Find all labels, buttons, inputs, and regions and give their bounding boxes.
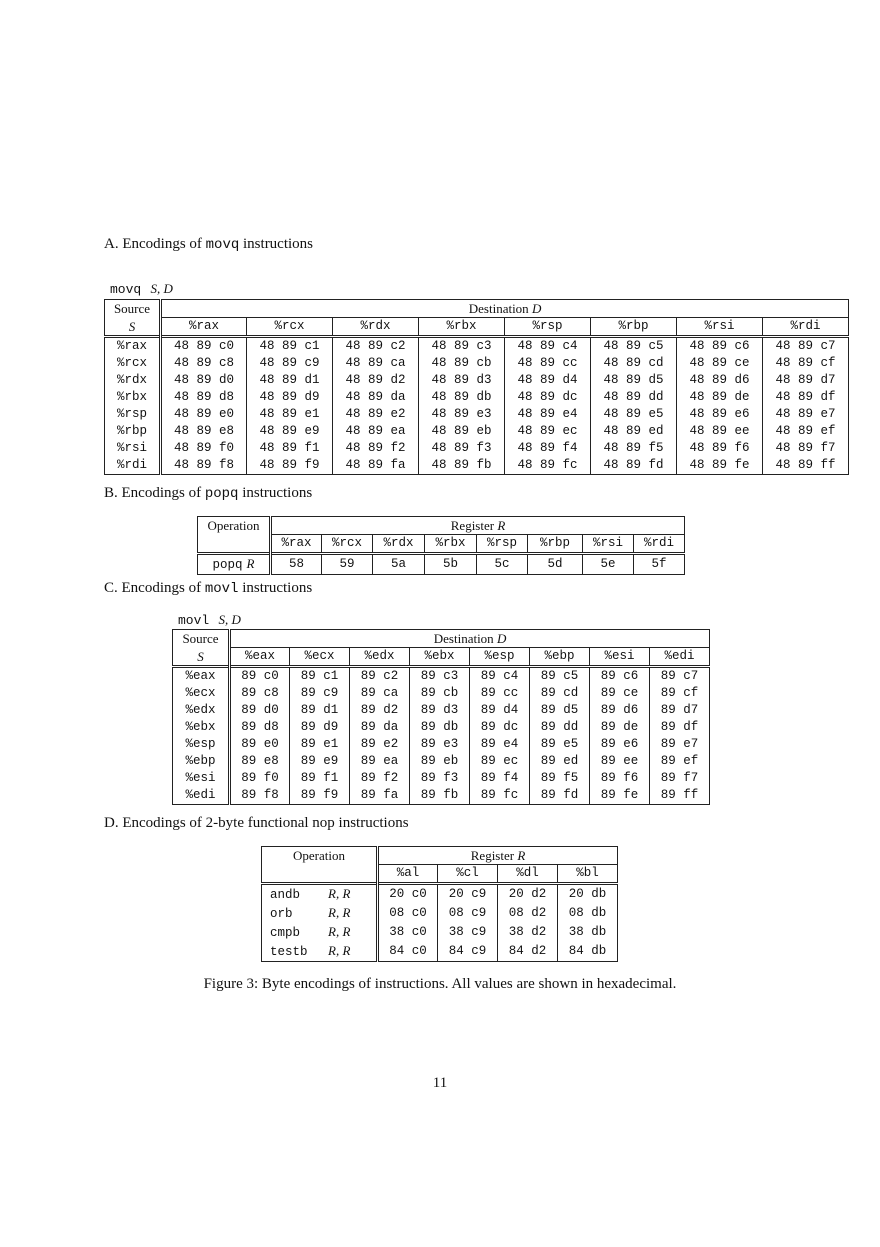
encoding-cell: 89 e0 [230, 736, 290, 753]
encoding-cell: 48 89 d3 [419, 372, 505, 389]
encoding-cell: 89 f5 [530, 770, 590, 787]
encoding-cell: 48 89 c0 [161, 337, 247, 356]
source-register: %rdx [116, 373, 147, 387]
encoding-cell: 48 89 f4 [505, 440, 591, 457]
encoding-cell: 08 db [558, 904, 618, 923]
nop-opcode: orb [270, 907, 293, 921]
section-a-heading-text: A. Encodings of [104, 236, 206, 252]
section-a-heading-code: movq [205, 237, 240, 253]
encoding-cell: 38 c0 [378, 923, 438, 942]
encoding-cell: 89 f7 [650, 770, 710, 787]
source-register: %edx [185, 703, 216, 717]
encoding-cell: 48 89 fd [591, 457, 677, 475]
encoding-cell: 48 89 e9 [247, 423, 333, 440]
sectionA-col-header: %rsi [677, 318, 763, 337]
sectionA-col-header: %rcx [247, 318, 333, 337]
source-var: S [128, 318, 136, 334]
encoding-cell: 89 c3 [410, 667, 470, 686]
encoding-cell: 89 c5 [530, 667, 590, 686]
encoding-cell: 48 89 ea [333, 423, 419, 440]
encoding-cell: 89 cb [410, 685, 470, 702]
encoding-cell: 20 db [558, 884, 618, 905]
sectionB-col-header: %rdx [373, 535, 425, 554]
table-row [262, 942, 618, 962]
sectionD-col-header: %cl [438, 865, 498, 884]
encoding-cell: 89 cc [470, 685, 530, 702]
encoding-cell: 48 89 fc [505, 457, 591, 475]
encoding-cell: 89 eb [410, 753, 470, 770]
table-row [173, 719, 710, 736]
encoding-cell: 5b [425, 554, 477, 575]
operation-header: Operation [293, 848, 345, 864]
encoding-cell: 89 f2 [350, 770, 410, 787]
encoding-cell: 48 89 df [763, 389, 849, 406]
encoding-cell: 08 c0 [378, 904, 438, 923]
sectionC-col-header: %ecx [290, 648, 350, 667]
source-register: %rdi [116, 458, 147, 472]
sectionB-col-header: %rcx [322, 535, 373, 554]
encoding-cell: 48 89 d1 [247, 372, 333, 389]
source-register: %rbx [116, 390, 147, 404]
encoding-cell: 84 d2 [498, 942, 558, 962]
encoding-cell: 48 89 e3 [419, 406, 505, 423]
encoding-cell: 89 c9 [290, 685, 350, 702]
encoding-cell: 89 d9 [290, 719, 350, 736]
encoding-cell: 48 89 d5 [591, 372, 677, 389]
register-header [271, 517, 685, 535]
encoding-cell: 48 89 cc [505, 355, 591, 372]
encoding-cell: 89 c8 [230, 685, 290, 702]
movq-encoding-table [104, 299, 849, 475]
register-var: R [517, 848, 526, 863]
encoding-cell: 89 ef [650, 753, 710, 770]
encoding-cell: 89 d6 [590, 702, 650, 719]
section-b-heading [104, 485, 312, 502]
encoding-cell: 48 89 ef [763, 423, 849, 440]
encoding-cell: 48 89 ee [677, 423, 763, 440]
encoding-cell: 89 fd [530, 787, 590, 805]
nop-operands: R, R [328, 886, 351, 901]
encoding-cell: 5a [373, 554, 425, 575]
encoding-cell: 48 89 d7 [763, 372, 849, 389]
sectionC-col-header: %edi [650, 648, 710, 667]
table-row [173, 667, 710, 686]
section-c-heading [104, 580, 312, 597]
encoding-cell: 48 89 c1 [247, 337, 333, 356]
encoding-cell: 89 f3 [410, 770, 470, 787]
table-row [173, 702, 710, 719]
table-row [173, 753, 710, 770]
table-row [262, 923, 618, 942]
encoding-cell: 89 cf [650, 685, 710, 702]
sectionA-col-header: %rdi [763, 318, 849, 337]
nop-opcode: testb [270, 945, 308, 959]
table-row [173, 787, 710, 805]
encoding-cell: 89 d8 [230, 719, 290, 736]
encoding-cell: 89 ec [470, 753, 530, 770]
sectionD-col-header: %al [378, 865, 438, 884]
operation-cell [262, 923, 378, 942]
encoding-cell: 89 e7 [650, 736, 710, 753]
table-row [105, 423, 849, 440]
source-register: %ebx [185, 720, 216, 734]
encoding-cell: 48 89 c2 [333, 337, 419, 356]
encoding-cell: 89 e3 [410, 736, 470, 753]
source-register: %edi [185, 788, 216, 802]
table-row [173, 736, 710, 753]
table-row [262, 884, 618, 905]
destination-header [230, 630, 710, 648]
encoding-cell: 89 f1 [290, 770, 350, 787]
encoding-cell: 48 89 ed [591, 423, 677, 440]
encoding-cell: 48 89 e5 [591, 406, 677, 423]
popq-var: R [246, 556, 255, 571]
encoding-cell: 89 d5 [530, 702, 590, 719]
movq-opcode: movq [110, 282, 142, 297]
source-register: %ecx [185, 686, 216, 700]
encoding-cell: 89 f0 [230, 770, 290, 787]
encoding-cell: 89 f4 [470, 770, 530, 787]
source-register: %rbp [116, 424, 147, 438]
encoding-cell: 89 c1 [290, 667, 350, 686]
encoding-cell: 89 c7 [650, 667, 710, 686]
encoding-cell: 84 c9 [438, 942, 498, 962]
encoding-cell: 38 d2 [498, 923, 558, 942]
encoding-cell: 48 89 f8 [161, 457, 247, 475]
encoding-cell: 48 89 f3 [419, 440, 505, 457]
nop-operands: R, R [328, 924, 351, 939]
nop-opcode: cmpb [270, 926, 301, 940]
table-row [105, 389, 849, 406]
encoding-cell: 48 89 cf [763, 355, 849, 372]
encoding-cell: 89 c0 [230, 667, 290, 686]
source-header: Source [182, 631, 219, 647]
encoding-cell: 5c [477, 554, 528, 575]
sectionA-col-header: %rax [161, 318, 247, 337]
encoding-cell: 84 c0 [378, 942, 438, 962]
nop-opcode: andb [270, 888, 301, 902]
encoding-cell: 58 [271, 554, 322, 575]
encoding-cell: 48 89 cb [419, 355, 505, 372]
operation-cell [262, 884, 378, 905]
encoding-cell: 89 ff [650, 787, 710, 805]
encoding-cell: 89 e2 [350, 736, 410, 753]
encoding-cell: 48 89 fa [333, 457, 419, 475]
sectionB-col-header: %rax [271, 535, 322, 554]
source-register: %rcx [116, 356, 147, 370]
movq-operands: S, D [150, 281, 173, 296]
sectionD-col-header: %bl [558, 865, 618, 884]
sectionB-col-header: %rdi [634, 535, 685, 554]
encoding-cell: 89 dc [470, 719, 530, 736]
section-b-heading-text: B. Encodings of [104, 485, 205, 501]
encoding-cell: 48 89 e7 [763, 406, 849, 423]
source-register: %rsp [116, 407, 147, 421]
encoding-cell: 48 89 cd [591, 355, 677, 372]
table-row [105, 372, 849, 389]
encoding-cell: 84 db [558, 942, 618, 962]
sectionC-col-header: %edx [350, 648, 410, 667]
encoding-cell: 48 89 de [677, 389, 763, 406]
encoding-cell: 48 89 e4 [505, 406, 591, 423]
encoding-cell: 38 db [558, 923, 618, 942]
encoding-cell: 48 89 d2 [333, 372, 419, 389]
encoding-cell: 38 c9 [438, 923, 498, 942]
table-row [105, 355, 849, 372]
encoding-cell: 48 89 eb [419, 423, 505, 440]
encoding-cell: 48 89 e6 [677, 406, 763, 423]
encoding-cell: 89 ea [350, 753, 410, 770]
destination-header [161, 300, 849, 318]
destination-label: Destination [468, 301, 529, 316]
nop-operands: R, R [328, 943, 351, 958]
source-register: %rsi [116, 441, 147, 455]
section-a-heading [104, 236, 313, 253]
destination-var: D [496, 631, 507, 646]
sectionB-col-header: %rbp [528, 535, 583, 554]
encoding-cell: 48 89 dd [591, 389, 677, 406]
table-row [105, 406, 849, 423]
encoding-cell: 48 89 e0 [161, 406, 247, 423]
section-c-heading-text: C. Encodings of [104, 580, 205, 596]
encoding-cell: 89 db [410, 719, 470, 736]
encoding-cell: 48 89 f6 [677, 440, 763, 457]
source-register: %esp [185, 737, 216, 751]
encoding-cell: 89 d0 [230, 702, 290, 719]
encoding-cell: 48 89 d6 [677, 372, 763, 389]
encoding-cell: 89 de [590, 719, 650, 736]
operation-header-spacer [262, 865, 378, 884]
section-c-heading-suffix: instructions [238, 580, 313, 596]
encoding-cell: 20 c9 [438, 884, 498, 905]
nop-encoding-table [261, 846, 618, 962]
register-var: R [497, 518, 506, 533]
encoding-cell: 48 89 f2 [333, 440, 419, 457]
operation-cell [262, 942, 378, 962]
popq-op-cell [198, 554, 271, 575]
sectionA-col-header: %rdx [333, 318, 419, 337]
movl-instruction-form [178, 612, 241, 628]
encoding-cell: 48 89 c9 [247, 355, 333, 372]
encoding-cell: 48 89 fe [677, 457, 763, 475]
encoding-cell: 89 da [350, 719, 410, 736]
register-label: Register [450, 518, 495, 533]
encoding-cell: 89 dd [530, 719, 590, 736]
encoding-cell: 89 c2 [350, 667, 410, 686]
sectionC-col-header: %ebp [530, 648, 590, 667]
encoding-cell: 20 c0 [378, 884, 438, 905]
sectionC-col-header: %esi [590, 648, 650, 667]
encoding-cell: 48 89 e1 [247, 406, 333, 423]
encoding-cell: 48 89 e8 [161, 423, 247, 440]
encoding-cell: 48 89 db [419, 389, 505, 406]
encoding-cell: 89 ed [530, 753, 590, 770]
encoding-cell: 48 89 ec [505, 423, 591, 440]
encoding-cell: 89 fc [470, 787, 530, 805]
encoding-cell: 48 89 ca [333, 355, 419, 372]
encoding-cell: 08 c9 [438, 904, 498, 923]
destination-label: Destination [433, 631, 494, 646]
source-register: %esi [185, 771, 216, 785]
sectionC-col-header: %esp [470, 648, 530, 667]
table-row [173, 685, 710, 702]
sectionC-col-header: %eax [230, 648, 290, 667]
encoding-cell: 48 89 ce [677, 355, 763, 372]
encoding-cell: 89 d1 [290, 702, 350, 719]
encoding-cell: 48 89 f7 [763, 440, 849, 457]
operation-cell [262, 904, 378, 923]
page-number: 11 [432, 1075, 448, 1091]
table-row [105, 337, 849, 356]
encoding-cell: 89 ce [590, 685, 650, 702]
encoding-cell: 89 e9 [290, 753, 350, 770]
sectionB-col-header: %rsp [477, 535, 528, 554]
encoding-cell: 5e [583, 554, 634, 575]
encoding-cell: 48 89 c5 [591, 337, 677, 356]
destination-var: D [531, 301, 542, 316]
popq-op: popq [212, 558, 243, 572]
encoding-cell: 48 89 f9 [247, 457, 333, 475]
encoding-cell: 89 fa [350, 787, 410, 805]
movl-operands: S, D [218, 612, 241, 627]
sectionA-col-header: %rbp [591, 318, 677, 337]
operation-header-spacer [198, 535, 271, 554]
encoding-cell: 20 d2 [498, 884, 558, 905]
encoding-cell: 48 89 ff [763, 457, 849, 475]
movl-opcode: movl [178, 613, 210, 628]
encoding-cell: 48 89 c3 [419, 337, 505, 356]
source-register: %ebp [185, 754, 216, 768]
encoding-cell: 48 89 d9 [247, 389, 333, 406]
encoding-cell: 89 cd [530, 685, 590, 702]
encoding-cell: 48 89 d0 [161, 372, 247, 389]
sectionA-col-header: %rbx [419, 318, 505, 337]
encoding-cell: 08 d2 [498, 904, 558, 923]
sectionD-col-header: %dl [498, 865, 558, 884]
sectionA-col-header: %rsp [505, 318, 591, 337]
encoding-cell: 89 e1 [290, 736, 350, 753]
encoding-cell: 89 df [650, 719, 710, 736]
encoding-cell: 89 e5 [530, 736, 590, 753]
section-b-heading-suffix: instructions [238, 485, 313, 501]
encoding-cell: 5d [528, 554, 583, 575]
encoding-cell: 89 ca [350, 685, 410, 702]
encoding-cell: 48 89 c6 [677, 337, 763, 356]
sectionB-col-header: %rbx [425, 535, 477, 554]
source-register: %rax [105, 337, 161, 356]
source-header: Source [113, 301, 151, 317]
sectionB-col-header: %rsi [583, 535, 634, 554]
table-row [105, 457, 849, 475]
table-row [105, 440, 849, 457]
encoding-cell: 48 89 d4 [505, 372, 591, 389]
table-row [173, 770, 710, 787]
movl-encoding-table [172, 629, 710, 805]
encoding-cell: 89 fe [590, 787, 650, 805]
encoding-cell: 48 89 da [333, 389, 419, 406]
encoding-cell: 89 f9 [290, 787, 350, 805]
section-a-heading-suffix: instructions [239, 236, 314, 252]
register-label: Register [470, 848, 515, 863]
movq-instruction-form [110, 281, 173, 297]
encoding-cell: 89 e8 [230, 753, 290, 770]
encoding-cell: 48 89 c8 [161, 355, 247, 372]
encoding-cell: 48 89 dc [505, 389, 591, 406]
encoding-cell: 48 89 c4 [505, 337, 591, 356]
encoding-cell: 89 d2 [350, 702, 410, 719]
popq-encoding-table [197, 516, 685, 575]
nop-operands: R, R [328, 905, 351, 920]
encoding-cell: 48 89 f5 [591, 440, 677, 457]
encoding-cell: 89 fb [410, 787, 470, 805]
encoding-cell: 48 89 e2 [333, 406, 419, 423]
encoding-cell: 89 d4 [470, 702, 530, 719]
encoding-cell: 89 c4 [470, 667, 530, 686]
encoding-cell: 89 e6 [590, 736, 650, 753]
encoding-cell: 48 89 f1 [247, 440, 333, 457]
encoding-cell: 89 e4 [470, 736, 530, 753]
encoding-cell: 89 f6 [590, 770, 650, 787]
source-register: %eax [173, 667, 230, 686]
encoding-cell: 89 c6 [590, 667, 650, 686]
encoding-cell: 89 d7 [650, 702, 710, 719]
section-b-heading-code: popq [204, 486, 239, 502]
figure-caption: Figure 3: Byte encodings of instructions. All values are shown in hexadecimal. [203, 976, 677, 992]
encoding-cell: 48 89 fb [419, 457, 505, 475]
encoding-cell: 89 d3 [410, 702, 470, 719]
encoding-cell: 48 89 d8 [161, 389, 247, 406]
source-var: S [197, 648, 204, 664]
operation-header: Operation [207, 518, 260, 534]
table-row [262, 904, 618, 923]
encoding-cell: 48 89 f0 [161, 440, 247, 457]
sectionC-col-header: %ebx [410, 648, 470, 667]
encoding-cell: 59 [322, 554, 373, 575]
section-c-heading-code: movl [204, 581, 239, 597]
encoding-cell: 48 89 c7 [763, 337, 849, 356]
encoding-cell: 5f [634, 554, 685, 575]
section-d-heading: D. Encodings of 2-byte functional nop instructions [104, 815, 409, 831]
encoding-cell: 89 f8 [230, 787, 290, 805]
register-header [378, 847, 618, 865]
encoding-cell: 89 ee [590, 753, 650, 770]
